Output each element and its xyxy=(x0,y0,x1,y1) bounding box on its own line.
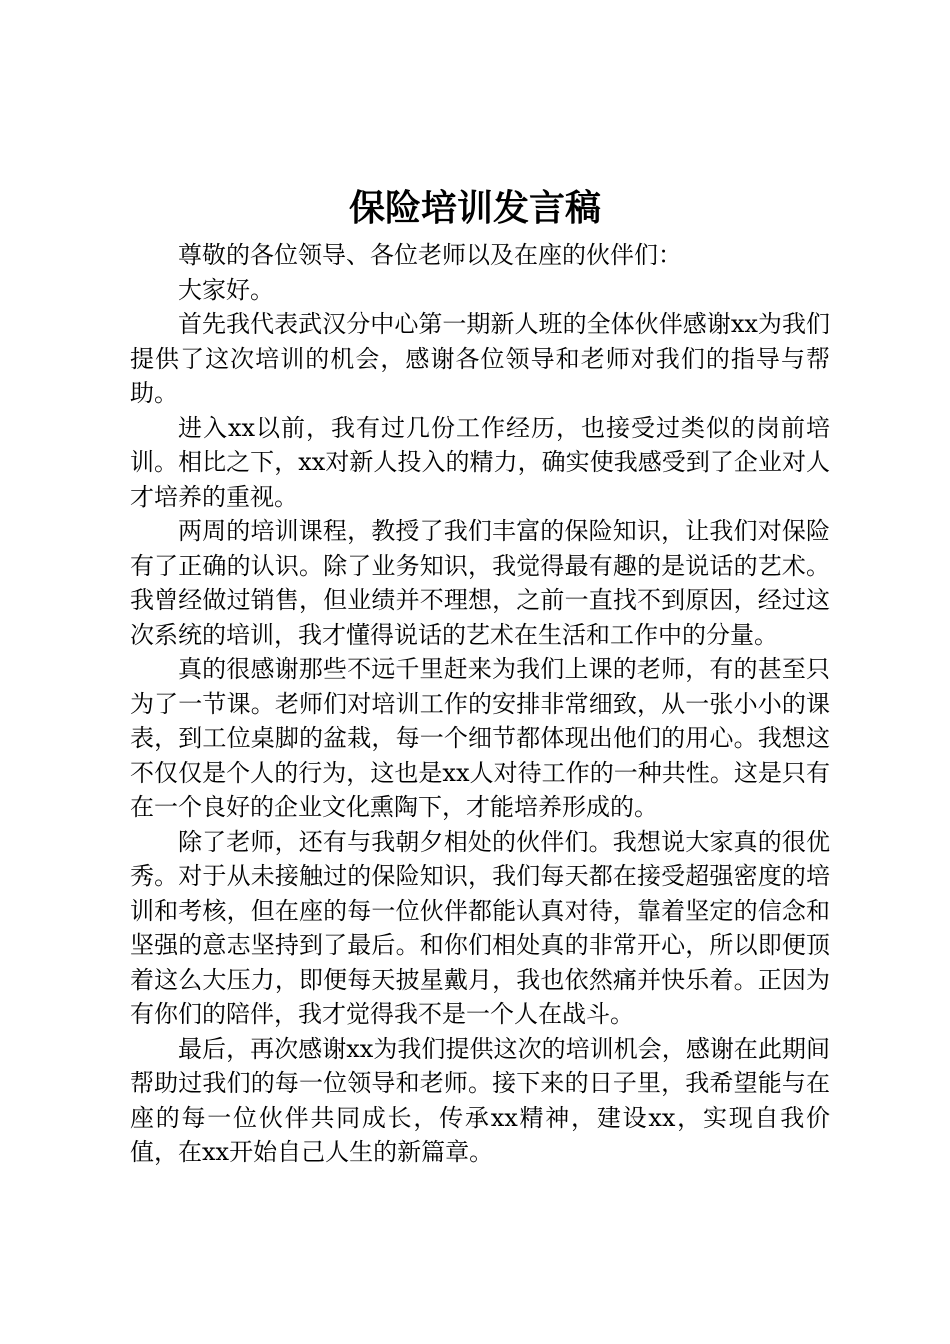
body-paragraph: 真的很感谢那些不远千里赶来为我们上课的老师，有的甚至只为了一节课。老师们对培训工作的安排非常细致，从一张小小的课表，到工位桌脚的盆栽，每一个细节都体现出他们的用心。我想这不仅仅是个人的行为，这也是xx人对待工作的一种共性。这是只有在一个良好的企业文化熏陶下，才能培养形成的。 xyxy=(130,655,830,821)
closing-paragraph: 最后，再次感谢xx为我们提供这次的培训机会，感谢在此期间帮助过我们的每一位领导和老师。接下来的日子里，我希望能与在座的每一位伙伴共同成长，传承xx精神，建设xx，实现自我价值，在xx开始自己人生的新篇章。 xyxy=(130,1034,830,1166)
document-title: 保险培训发言稿 xyxy=(348,187,601,229)
body-paragraph: 进入xx以前，我有过几份工作经历，也接受过类似的岗前培训。相比之下，xx对新人投入的精力，确实使我感受到了企业对人才培养的重视。 xyxy=(130,413,830,511)
greeting-paragraph: 大家好。 xyxy=(178,275,274,304)
body-paragraph: 除了老师，还有与我朝夕相处的伙伴们。我想说大家真的很优秀。对于从未接触过的保险知识，我们每天都在接受超强密度的培训和考核，但在座的每一位伙伴都能认真对待，靠着坚定的信念和坚强的意志坚持到了最后。和你们相处真的非常开心，所以即便顶着这么大压力，即便每天披星戴月，我也依然痛并快乐着。正因为有你们的陪伴，我才觉得我不是一个人在战斗。 xyxy=(130,827,830,1028)
body-paragraph: 首先我代表武汉分中心第一期新人班的全体伙伴感谢xx为我们提供了这次培训的机会，感谢各位领导和老师对我们的指导与帮助。 xyxy=(130,310,830,407)
document-body xyxy=(130,238,830,1170)
body-paragraph: 两周的培训课程，教授了我们丰富的保险知识，让我们对保险有了正确的认识。除了业务知识，我觉得最有趣的是说话的艺术。我曾经做过销售，但业绩并不理想，之前一直找不到原因，经过这次系统的培训，我才懂得说话的艺术在生活和工作中的分量。 xyxy=(130,517,830,649)
salutation-paragraph: 尊敬的各位领导、各位老师以及在座的伙伴们： xyxy=(178,241,682,269)
